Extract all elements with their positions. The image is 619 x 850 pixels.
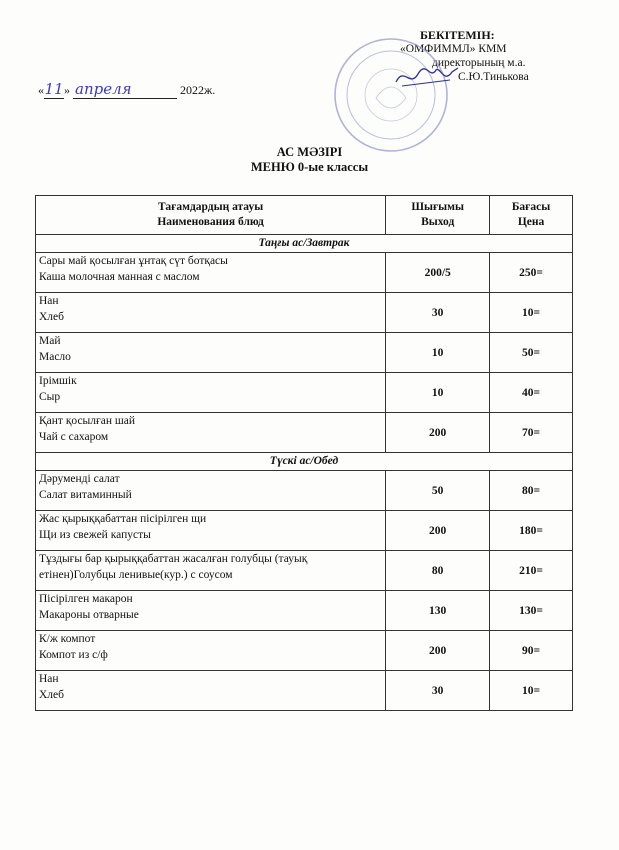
dish-name-ru: Сыр [39,391,61,403]
dish-price: 40= [490,373,573,413]
dish-name-ru: Масло [39,351,71,363]
dish-name-cell [36,511,386,551]
dish-price: 130= [490,591,573,631]
dish-name-ru: Компот из с/ф [39,649,108,661]
dish-name-kz: Қант қосылған шай [39,415,135,427]
dish-yield: 200/5 [386,253,490,293]
dish-name-ru: Салат витаминный [39,489,132,501]
dish-name-cell [36,471,386,511]
dish-name-kz: Нан [39,673,59,685]
dish-price: 90= [490,631,573,671]
dish-name-ru: Чай с сахаром [39,431,109,443]
dish-name-ru: Щи из свежей капусты [39,529,151,541]
dish-name-cell [36,293,386,333]
dish-yield: 130 [386,591,490,631]
col-header-price [490,196,573,235]
dish-name-ru: Макароны отварные [39,609,139,621]
dish-name-kz: К/ж компот [39,633,96,645]
dish-name-kz: Жас қырыққабаттан пісірілген щи [39,513,207,525]
dish-yield: 30 [386,671,490,711]
section-title-lunch: Түскі ас/Обед [36,453,573,471]
approval-org: «ОМФИММЛ» КММ [400,43,507,55]
date-month: апреля [75,80,132,98]
section-row-lunch [36,453,573,471]
col-name-ru: Наименования блюд [157,216,264,228]
approval-date [38,80,215,99]
menu-title-kz: АС МӘЗІРІ [276,145,343,159]
table-row [36,253,573,293]
dish-price: 210= [490,551,573,591]
approval-name: С.Ю.Тинькова [458,71,529,83]
signature-icon [392,62,462,90]
dish-name-kz: Пісірілген макарон [39,593,133,605]
menu-title [0,145,619,175]
table-row [36,631,573,671]
col-header-yield [386,196,490,235]
dish-yield: 30 [386,293,490,333]
col-name-kz: Тағамдардың атауы [158,201,264,213]
dish-price: 10= [490,671,573,711]
dish-price: 250= [490,253,573,293]
table-row [36,471,573,511]
approval-position: директорының м.а. [432,57,526,69]
dish-name-kz: Май [39,335,61,347]
dish-name-cell [36,591,386,631]
col-price-kz: Бағасы [511,201,551,213]
dish-name-kz: Нан [39,295,59,307]
date-year: 2022ж. [180,83,216,97]
table-row [36,511,573,551]
col-header-name [36,196,386,235]
section-title-breakfast: Таңғы ас/Завтрак [36,235,573,253]
col-yield-kz: Шығымы [411,201,464,213]
dish-yield: 50 [386,471,490,511]
dish-name-cell [36,333,386,373]
table-row [36,333,573,373]
dish-name-ru: Каша молочная манная с маслом [39,271,200,283]
dish-name-cell [36,253,386,293]
dish-name-kz: Тұздығы бар қырыққабаттан жасалған голубцы (тауық [39,553,308,565]
date-day: 11 [44,80,64,98]
dish-name-cell [36,373,386,413]
approval-title: БЕКІТЕМІН: [420,28,495,42]
dish-yield: 200 [386,413,490,453]
table-row [36,671,573,711]
menu-table [35,195,573,711]
dish-yield: 80 [386,551,490,591]
dish-name-ru: Хлеб [39,311,64,323]
dish-name-ru: етінен)Голубцы ленивые(кур.) с соусом [39,569,233,581]
dish-name-kz: Дәруменді салат [39,473,120,485]
dish-price: 180= [490,511,573,551]
dish-yield: 200 [386,631,490,671]
dish-price: 50= [490,333,573,373]
official-stamp-icon [332,36,450,154]
dish-name-cell [36,551,386,591]
dish-name-cell [36,413,386,453]
dish-name-cell [36,671,386,711]
table-row [36,373,573,413]
table-row [36,551,573,591]
dish-price: 10= [490,293,573,333]
table-header-row [36,196,573,235]
dish-yield: 10 [386,373,490,413]
table-row [36,591,573,631]
dish-name-ru: Хлеб [39,689,64,701]
table-row [36,413,573,453]
date-close-quote: » [64,83,70,97]
dish-price: 80= [490,471,573,511]
table-row [36,293,573,333]
section-row-breakfast [36,235,573,253]
dish-name-cell [36,631,386,671]
dish-name-kz: Ірімшік [39,375,77,387]
col-price-ru: Цена [517,216,545,228]
dish-yield: 10 [386,333,490,373]
dish-price: 70= [490,413,573,453]
col-yield-ru: Выход [421,216,455,228]
dish-name-kz: Сары май қосылған ұнтақ сүт ботқасы [39,255,228,267]
menu-title-ru: МЕНЮ 0-ые классы [250,160,369,174]
date-open-quote: « [38,83,44,97]
dish-yield: 200 [386,511,490,551]
